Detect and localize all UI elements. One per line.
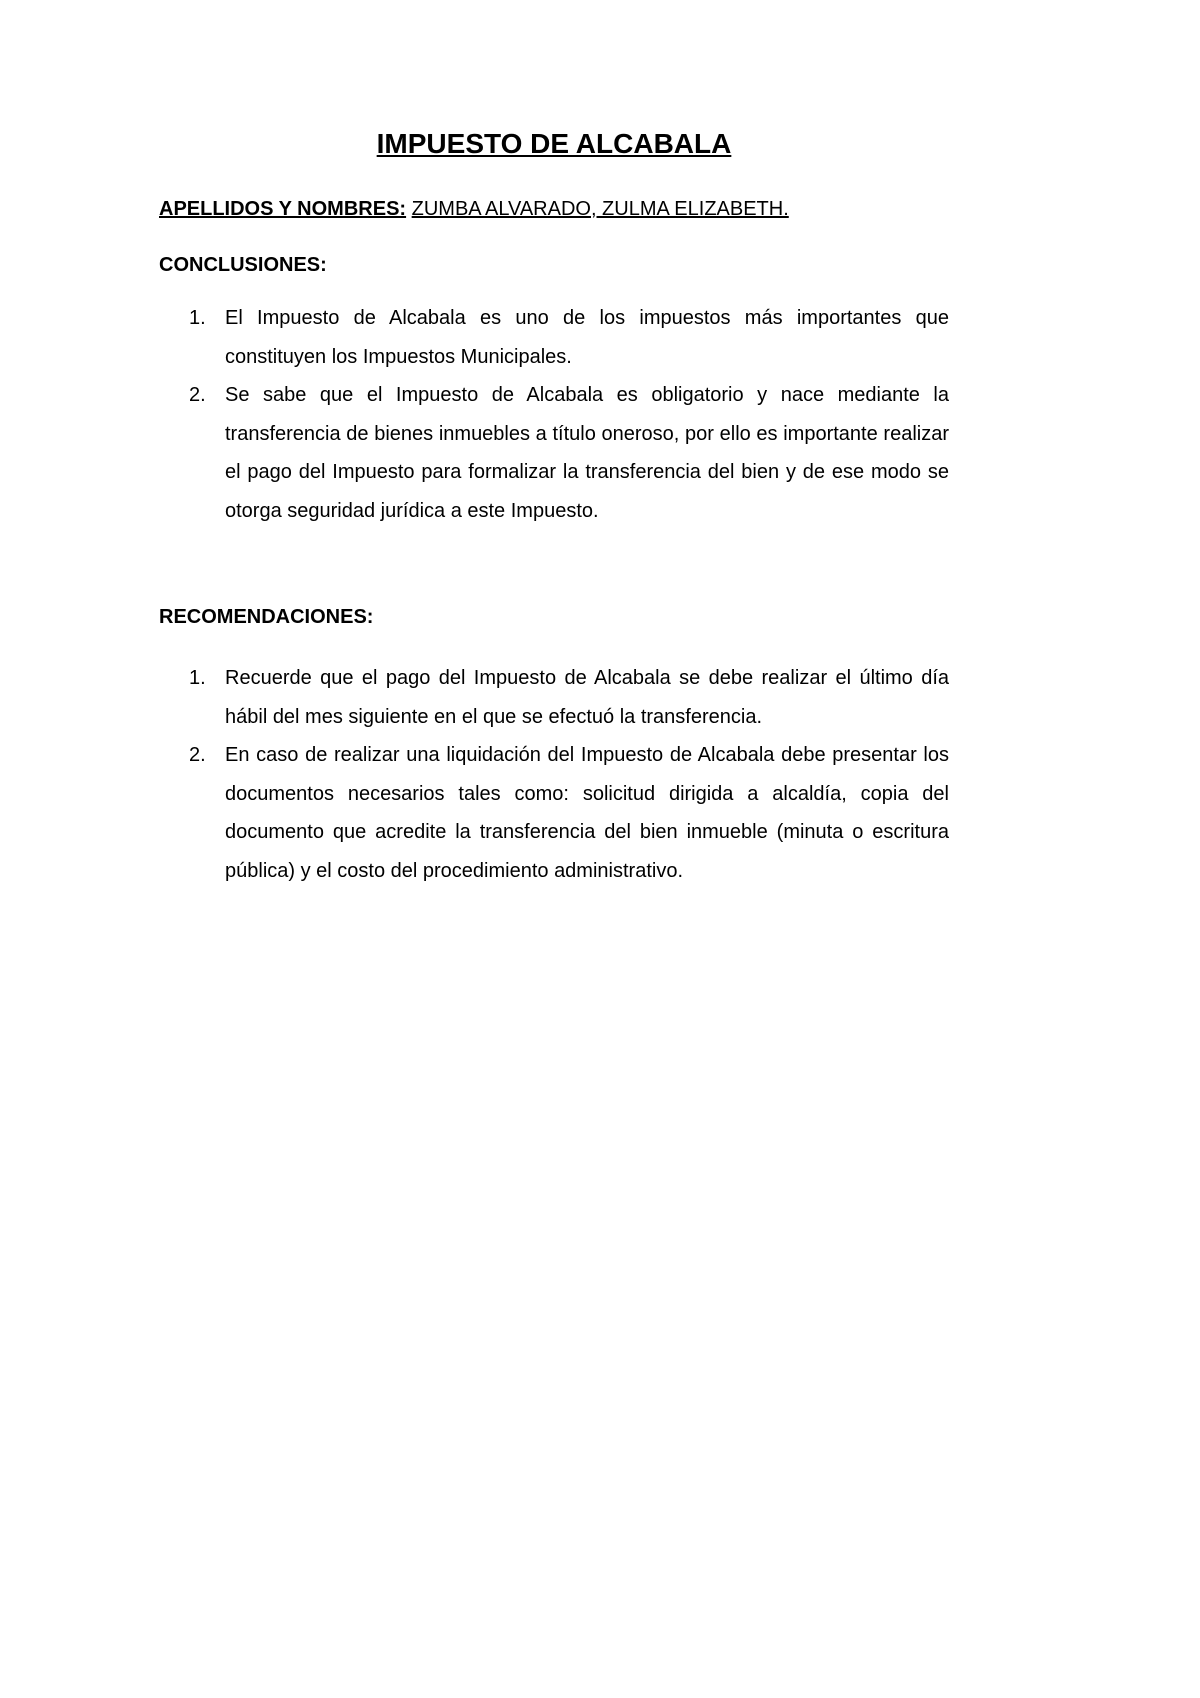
student-name-value: ZUMBA ALVARADO, ZULMA ELIZABETH. (411, 198, 789, 220)
item-text: Se sabe que el Impuesto de Alcabala es obligatorio y nace mediante la transferencia de bienes inmuebles a título oneroso, por ello es importante realizar el pago del Impuesto para formalizar la transferencia del bien y de ese modo se otorga seguridad jurídica a este Impuesto. (225, 384, 949, 522)
item-text: El Impuesto de Alcabala es uno de los impuestos más importantes que constituyen los Impuestos Municipales. (225, 307, 949, 368)
list-item (159, 736, 949, 890)
list-item (159, 299, 949, 376)
student-name-line (159, 198, 789, 221)
list-item (159, 376, 949, 530)
conclusions-list (159, 299, 949, 531)
item-text: Recuerde que el pago del Impuesto de Alcabala se debe realizar el último día hábil del mes siguiente en el que se efectuó la transferencia. (225, 667, 949, 728)
list-item (159, 659, 949, 736)
item-number: 2. (189, 384, 206, 407)
item-number: 2. (189, 744, 206, 767)
recommendations-heading: RECOMENDACIONES: (159, 606, 374, 628)
recommendations-list (159, 659, 949, 891)
student-name-label: APELLIDOS Y NOMBRES: (159, 198, 407, 220)
document-title: IMPUESTO DE ALCABALA (376, 128, 732, 159)
item-number: 1. (189, 667, 206, 689)
conclusions-heading: CONCLUSIONES: (159, 254, 327, 276)
item-number: 1. (189, 307, 206, 329)
item-text: En caso de realizar una liquidación del Impuesto de Alcabala debe presentar los documentos necesarios tales como: solicitud dirigida a alcaldía, copia del documento que acredite la transferencia del bien inmueble (minuta o escritura pública) y el costo del procedimiento administrativo. (225, 744, 949, 882)
